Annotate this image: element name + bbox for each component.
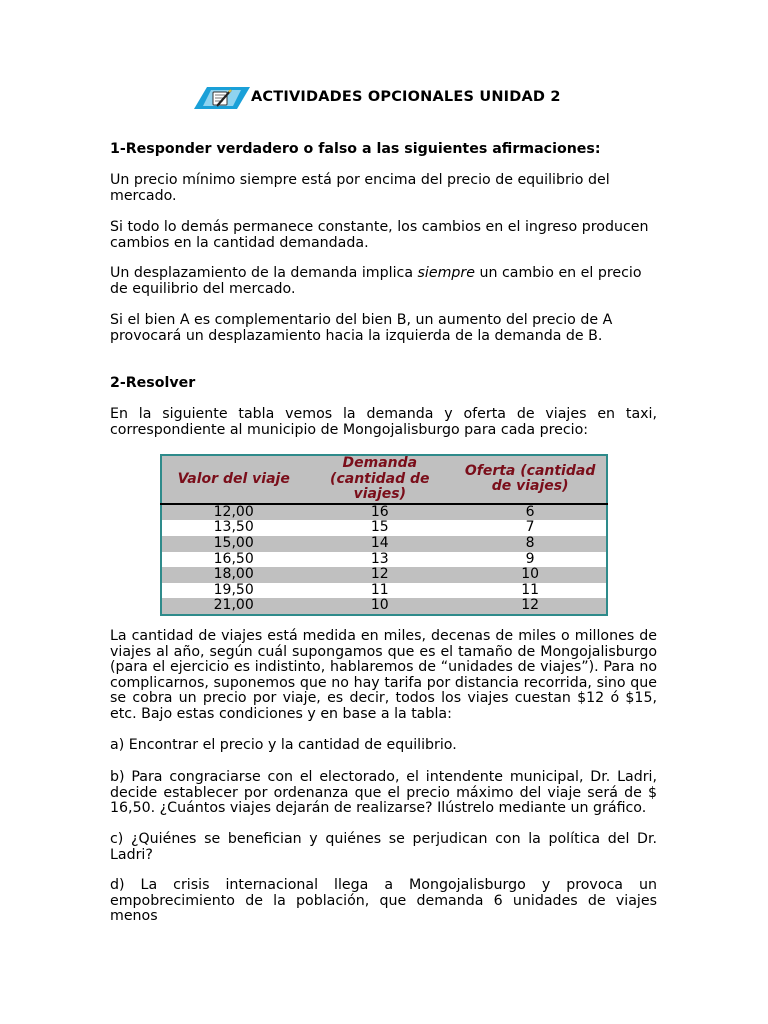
header-oferta: Oferta (cantidad de viajes) <box>454 455 607 504</box>
question-line: empobrecimiento de la población, que demanda 6 unidades de viajes menos <box>110 892 657 925</box>
statement-line: de equilibrio del mercado. <box>110 280 296 297</box>
table-header-row <box>161 455 607 504</box>
emphasis-siempre: siempre <box>417 265 475 281</box>
question-line: decide establecer por ordenanza que el precio máximo del viaje será de $ <box>110 784 657 801</box>
table-row <box>161 552 607 568</box>
section2-intro <box>110 407 657 438</box>
paragraph-line: viajes al año, según cuál supongamos que es el tamaño de Mongojalisburgo <box>110 643 657 660</box>
cell-supply: 12 <box>454 598 607 615</box>
cell-demand: 12 <box>305 567 454 583</box>
notebook-pencil-icon <box>193 86 251 110</box>
cell-supply: 10 <box>454 567 607 583</box>
statement-line: Un precio mínimo siempre está por encima del precio de equilibrio del <box>110 172 610 188</box>
question-line: Ladri? <box>110 846 153 863</box>
page-title: ACTIVIDADES OPCIONALES UNIDAD 2 <box>251 89 561 106</box>
statement-text: un cambio en el precio <box>474 265 642 281</box>
cell-price: 15,00 <box>161 536 305 552</box>
question-b <box>110 770 657 817</box>
cell-price: 16,50 <box>213 550 254 567</box>
cell-supply: 9 <box>525 550 535 567</box>
table-row <box>161 567 607 583</box>
question-c <box>110 832 657 863</box>
statement-2 <box>110 220 657 251</box>
question-line: c) ¿Quiénes se benefician y quiénes se perjudican con la política del Dr. <box>110 831 657 847</box>
paragraph-line: (para el ejercicio es indistinto, hablaremos de “unidades de viajes”). Para no <box>110 659 657 676</box>
paragraph-line: complicarnos, suponemos que no hay tarifa por distancia recorrida, sino que <box>110 674 657 691</box>
cell-supply: 6 <box>454 504 607 521</box>
header-valor-del-viaje: Valor del viaje <box>161 455 305 504</box>
statement-text: Un desplazamiento de la demanda implica <box>110 265 418 281</box>
cell-price: 19,50 <box>213 581 254 598</box>
statement-line: provocará un desplazamiento hacia la izquierda de la demanda de B. <box>110 327 603 344</box>
statement-line: cambios en la cantidad demandada. <box>110 234 369 251</box>
statement-line: mercado. <box>110 187 177 204</box>
document-header <box>193 85 561 111</box>
explanation-paragraph <box>110 629 657 723</box>
statement-4 <box>110 313 657 344</box>
cell-price: 12,00 <box>161 504 305 521</box>
cell-demand: 15 <box>370 519 389 536</box>
section2-heading: 2-Resolver <box>110 375 196 391</box>
table-row <box>161 520 607 536</box>
cell-demand: 10 <box>305 598 454 615</box>
header-demanda: Demanda (cantidad de viajes) <box>305 455 454 504</box>
cell-price: 13,50 <box>213 519 254 536</box>
intro-line: En la siguiente tabla vemos la demanda y oferta de viajes en taxi, <box>110 406 657 422</box>
cell-price: 21,00 <box>161 598 305 615</box>
table-row <box>161 536 607 552</box>
question-line: b) Para congraciarse con el electorado, el intendente municipal, Dr. Ladri, <box>110 769 657 785</box>
question-line: d) La crisis internacional llega a Mongojalisburgo y provoca un <box>110 877 657 893</box>
statement-3 <box>110 266 657 297</box>
paragraph-line: etc. Bajo estas condiciones y en base a la tabla: <box>110 705 452 722</box>
statement-line: Si el bien A es complementario del bien B, un aumento del precio de A <box>110 312 613 328</box>
question-line: 16,50. ¿Cuántos viajes dejarán de realizarse? Ilústrelo mediante un gráfico. <box>110 800 647 817</box>
cell-demand: 16 <box>305 504 454 521</box>
cell-demand: 11 <box>370 581 389 598</box>
cell-supply: 11 <box>521 581 540 598</box>
question-a: a) Encontrar el precio y la cantidad de equilibrio. <box>110 737 457 753</box>
paragraph-line: se cobra un precio por viaje, es decir, todos los viajes cuestan $12 ó $15, <box>110 690 657 707</box>
intro-line: correspondiente al municipio de Mongojalisburgo para cada precio: <box>110 421 589 438</box>
section1-heading: 1-Responder verdadero o falso a las siguientes afirmaciones: <box>110 141 601 157</box>
cell-demand: 14 <box>305 536 454 552</box>
cell-supply: 8 <box>454 536 607 552</box>
cell-demand: 13 <box>370 550 389 567</box>
table-row <box>161 583 607 599</box>
statement-1 <box>110 173 657 204</box>
statement-line <box>110 266 657 282</box>
taxi-supply-demand-table <box>160 454 608 616</box>
paragraph-line: La cantidad de viajes está medida en miles, decenas de miles o millones de <box>110 628 657 644</box>
table-row <box>161 504 607 521</box>
question-d <box>110 878 657 925</box>
cell-supply: 7 <box>525 519 535 536</box>
statement-line: Si todo lo demás permanece constante, los cambios en el ingreso producen <box>110 219 649 235</box>
cell-price: 18,00 <box>161 567 305 583</box>
table-row <box>161 598 607 615</box>
